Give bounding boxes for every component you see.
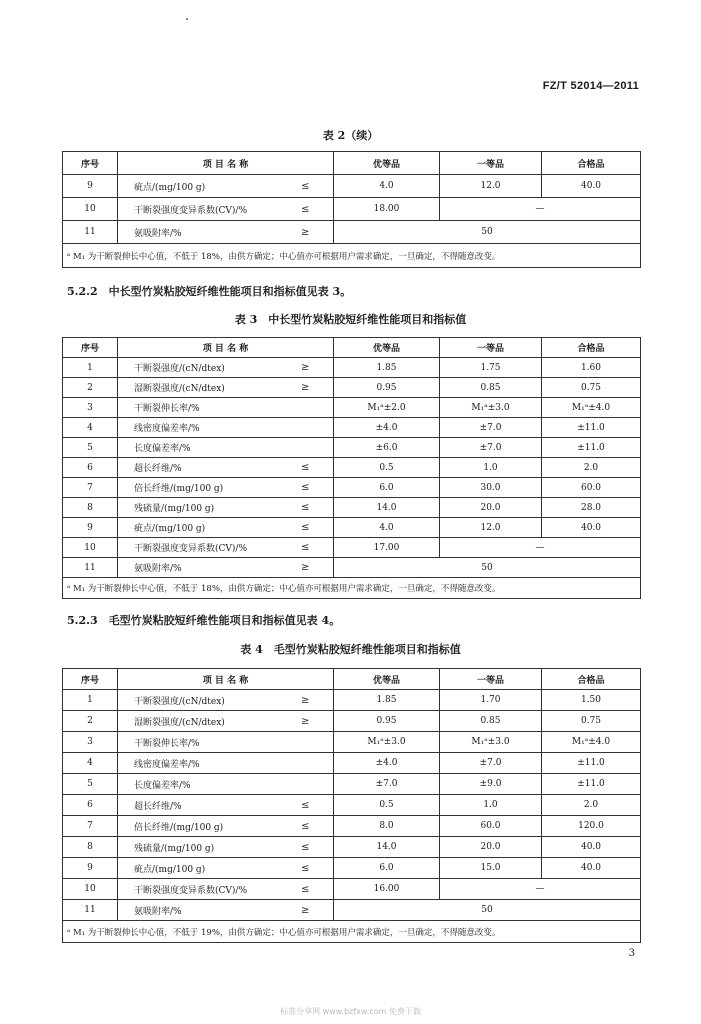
value-first-grade: 20.0 [440, 498, 542, 518]
value-qualified: 1.50 [542, 690, 641, 711]
row-number: 11 [63, 900, 118, 921]
value-qualified: 120.0 [542, 816, 641, 837]
value-premium: M₁ᵃ±2.0 [334, 398, 440, 418]
row-number: 2 [63, 378, 118, 398]
table-row [63, 900, 641, 921]
value-first-grade: 15.0 [440, 858, 542, 879]
table-header-row [63, 152, 641, 175]
table-row [63, 438, 641, 458]
column-header: 优等品 [334, 669, 440, 690]
value-first-grade: ±7.0 [440, 418, 542, 438]
value-premium: 4.0 [334, 175, 440, 198]
watermark: 标准分享网 www.bzfxw.com 免费下载 [280, 1007, 421, 1016]
comparison-symbol: ≥ [278, 690, 334, 711]
comparison-symbol: ≤ [278, 538, 334, 558]
value-first-grade: 1.0 [440, 795, 542, 816]
row-number: 6 [63, 458, 118, 478]
item-name: 氨吸附率/% [118, 558, 278, 578]
item-name: 干断裂强度变异系数(CV)/% [118, 538, 278, 558]
comparison-symbol: ≤ [278, 198, 334, 221]
row-number: 8 [63, 498, 118, 518]
table-row [63, 458, 641, 478]
value-qualified: ±11.0 [542, 774, 641, 795]
row-number: 4 [63, 753, 118, 774]
value-qualified: ±11.0 [542, 418, 641, 438]
column-header: 一等品 [440, 338, 542, 358]
page-number: 3 [628, 948, 635, 959]
column-header: 序号 [63, 669, 118, 690]
item-name: 疵点/(mg/100 g) [118, 175, 278, 198]
item-name: 干断裂强度/(cN/dtex) [118, 690, 278, 711]
table-row [63, 175, 641, 198]
value-premium: 4.0 [334, 518, 440, 538]
table-header-row [63, 669, 641, 690]
table-row [63, 518, 641, 538]
row-number: 3 [63, 398, 118, 418]
item-name: 残硫量/(mg/100 g) [118, 837, 278, 858]
value-qualified: 40.0 [542, 518, 641, 538]
comparison-symbol: ≤ [278, 175, 334, 198]
value-qualified: 2.0 [542, 458, 641, 478]
value-premium: 0.5 [334, 795, 440, 816]
value-qualified: 40.0 [542, 837, 641, 858]
value-premium: 1.85 [334, 690, 440, 711]
table4-caption: 表 4 毛型竹炭粘胶短纤维性能项目和指标值 [240, 643, 461, 656]
table-row [63, 816, 641, 837]
value-first-grade: M₁ᵃ±3.0 [440, 732, 542, 753]
item-name: 疵点/(mg/100 g) [118, 858, 278, 879]
comparison-symbol: ≥ [278, 900, 334, 921]
comparison-symbol: ≥ [278, 711, 334, 732]
comparison-symbol [278, 732, 334, 753]
table-note-row [63, 578, 641, 599]
value-first-grade: ±7.0 [440, 438, 542, 458]
value-premium: ±4.0 [334, 753, 440, 774]
item-name: 超长纤维/% [118, 458, 278, 478]
item-name: 残硫量/(mg/100 g) [118, 498, 278, 518]
row-number: 10 [63, 198, 118, 221]
table-row [63, 358, 641, 378]
row-number: 5 [63, 774, 118, 795]
table-row [63, 732, 641, 753]
comparison-symbol: ≥ [278, 558, 334, 578]
table-row [63, 198, 641, 221]
row-number: 8 [63, 837, 118, 858]
table-note-row [63, 244, 641, 268]
value-qualified: M₁ᵃ±4.0 [542, 732, 641, 753]
value-qualified: 0.75 [542, 711, 641, 732]
value-first-grade: 0.85 [440, 711, 542, 732]
table2-caption: 表 2（续） [322, 129, 379, 142]
table-row [63, 558, 641, 578]
table-row [63, 498, 641, 518]
value-first-grade: 12.0 [440, 175, 542, 198]
comparison-symbol: ≤ [278, 518, 334, 538]
row-number: 2 [63, 711, 118, 732]
column-header: 项 目 名 称 [118, 152, 334, 175]
item-name: 干断裂伸长率/% [118, 732, 278, 753]
row-number: 9 [63, 518, 118, 538]
value-qualified: 60.0 [542, 478, 641, 498]
row-number: 11 [63, 558, 118, 578]
value-first-grade: 1.70 [440, 690, 542, 711]
value-all-grades: 50 [334, 558, 641, 578]
value-premium: ±7.0 [334, 774, 440, 795]
comparison-symbol [278, 753, 334, 774]
item-name: 干断裂强度变异系数(CV)/% [118, 198, 278, 221]
column-header: 合格品 [542, 152, 641, 175]
comparison-symbol: ≥ [278, 378, 334, 398]
comparison-symbol [278, 438, 334, 458]
item-name: 长度偏差率/% [118, 774, 278, 795]
table-row [63, 538, 641, 558]
value-qualified: 1.60 [542, 358, 641, 378]
value-first-grade: ±9.0 [440, 774, 542, 795]
table-footnote: ᵃ M₁ 为干断裂伸长中心值，不低于 18%，由供方确定；中心值亦可根据用户需求确定，一旦确定，不得随意改变。 [63, 244, 641, 268]
table-row [63, 774, 641, 795]
comparison-symbol: ≤ [278, 795, 334, 816]
value-first-grade: ±7.0 [440, 753, 542, 774]
value-first-grade: 20.0 [440, 837, 542, 858]
column-header: 一等品 [440, 152, 542, 175]
column-header: 合格品 [542, 669, 641, 690]
table-row [63, 221, 641, 244]
comparison-symbol: ≤ [278, 498, 334, 518]
value-all-grades: 50 [334, 221, 641, 244]
column-header: 合格品 [542, 338, 641, 358]
value-premium: 8.0 [334, 816, 440, 837]
row-number: 1 [63, 358, 118, 378]
item-name: 氨吸附率/% [118, 900, 278, 921]
value-premium: 18.00 [334, 198, 440, 221]
value-first-and-qualified: — [440, 879, 641, 900]
row-number: 9 [63, 858, 118, 879]
value-qualified: 40.0 [542, 175, 641, 198]
table-footnote: ᵃ M₁ 为干断裂伸长中心值，不低于 19%，由供方确定；中心值亦可根据用户需求确定，一旦确定，不得随意改变。 [63, 921, 641, 943]
comparison-symbol: ≥ [278, 358, 334, 378]
value-premium: 6.0 [334, 858, 440, 879]
value-premium: 16.00 [334, 879, 440, 900]
column-header: 项 目 名 称 [118, 669, 334, 690]
column-header: 序号 [63, 338, 118, 358]
value-first-grade: 0.85 [440, 378, 542, 398]
row-number: 1 [63, 690, 118, 711]
value-premium: M₁ᵃ±3.0 [334, 732, 440, 753]
item-name: 疵点/(mg/100 g) [118, 518, 278, 538]
item-name: 倍长纤维/(mg/100 g) [118, 478, 278, 498]
value-all-grades: 50 [334, 900, 641, 921]
row-number: 9 [63, 175, 118, 198]
value-premium: 0.5 [334, 458, 440, 478]
value-first-and-qualified: — [440, 538, 641, 558]
table-header-row [63, 338, 641, 358]
value-first-grade: 30.0 [440, 478, 542, 498]
table-footnote: ᵃ M₁ 为干断裂伸长中心值，不低于 18%，由供方确定；中心值亦可根据用户需求确定，一旦确定，不得随意改变。 [63, 578, 641, 599]
value-qualified: 40.0 [542, 858, 641, 879]
comparison-symbol: ≤ [278, 837, 334, 858]
value-qualified: M₁ᵃ±4.0 [542, 398, 641, 418]
table-row [63, 478, 641, 498]
item-name: 干断裂强度/(cN/dtex) [118, 358, 278, 378]
value-premium: 0.95 [334, 378, 440, 398]
comparison-symbol: ≤ [278, 858, 334, 879]
comparison-symbol: ≤ [278, 816, 334, 837]
value-qualified: 0.75 [542, 378, 641, 398]
comparison-symbol [278, 774, 334, 795]
comparison-symbol [278, 418, 334, 438]
value-premium: ±6.0 [334, 438, 440, 458]
row-number: 10 [63, 879, 118, 900]
comparison-symbol [278, 398, 334, 418]
column-header: 项 目 名 称 [118, 338, 334, 358]
table-row [63, 398, 641, 418]
value-first-grade: 60.0 [440, 816, 542, 837]
table-row [63, 711, 641, 732]
scan-dot [186, 18, 188, 20]
value-first-grade: 1.0 [440, 458, 542, 478]
item-name: 线密度偏差率/% [118, 418, 278, 438]
item-name: 超长纤维/% [118, 795, 278, 816]
row-number: 3 [63, 732, 118, 753]
row-number: 5 [63, 438, 118, 458]
item-name: 线密度偏差率/% [118, 753, 278, 774]
table-row [63, 753, 641, 774]
value-qualified: 2.0 [542, 795, 641, 816]
table-row [63, 690, 641, 711]
item-name: 湿断裂强度/(cN/dtex) [118, 378, 278, 398]
item-name: 氨吸附率/% [118, 221, 278, 244]
value-first-grade: 1.75 [440, 358, 542, 378]
row-number: 4 [63, 418, 118, 438]
value-premium: ±4.0 [334, 418, 440, 438]
value-premium: 14.0 [334, 837, 440, 858]
column-header: 优等品 [334, 338, 440, 358]
section-5-2-2: 5.2.2 中长型竹炭粘胶短纤维性能项目和指标值见表 3。 [67, 285, 352, 298]
table3-caption: 表 3 中长型竹炭粘胶短纤维性能项目和指标值 [234, 313, 467, 326]
value-premium: 0.95 [334, 711, 440, 732]
table4 [62, 668, 641, 943]
value-qualified: ±11.0 [542, 753, 641, 774]
table-row [63, 837, 641, 858]
column-header: 序号 [63, 152, 118, 175]
comparison-symbol: ≥ [278, 221, 334, 244]
table-row [63, 378, 641, 398]
table2 [62, 151, 641, 268]
table-note-row [63, 921, 641, 943]
item-name: 倍长纤维/(mg/100 g) [118, 816, 278, 837]
row-number: 11 [63, 221, 118, 244]
value-first-and-qualified: — [440, 198, 641, 221]
value-first-grade: M₁ᵃ±3.0 [440, 398, 542, 418]
value-qualified: 28.0 [542, 498, 641, 518]
value-premium: 14.0 [334, 498, 440, 518]
value-premium: 6.0 [334, 478, 440, 498]
column-header: 优等品 [334, 152, 440, 175]
value-first-grade: 12.0 [440, 518, 542, 538]
row-number: 10 [63, 538, 118, 558]
table3 [62, 337, 641, 599]
value-premium: 1.85 [334, 358, 440, 378]
standard-code: FZ/T 52014—2011 [542, 80, 639, 92]
item-name: 干断裂伸长率/% [118, 398, 278, 418]
table-row [63, 858, 641, 879]
row-number: 6 [63, 795, 118, 816]
table-row [63, 879, 641, 900]
item-name: 干断裂强度变异系数(CV)/% [118, 879, 278, 900]
comparison-symbol: ≤ [278, 478, 334, 498]
value-premium: 17.00 [334, 538, 440, 558]
comparison-symbol: ≤ [278, 879, 334, 900]
item-name: 湿断裂强度/(cN/dtex) [118, 711, 278, 732]
row-number: 7 [63, 816, 118, 837]
column-header: 一等品 [440, 669, 542, 690]
section-5-2-3: 5.2.3 毛型竹炭粘胶短纤维性能项目和指标值见表 4。 [67, 614, 341, 627]
row-number: 7 [63, 478, 118, 498]
comparison-symbol: ≤ [278, 458, 334, 478]
value-qualified: ±11.0 [542, 438, 641, 458]
table-row [63, 795, 641, 816]
table-row [63, 418, 641, 438]
item-name: 长度偏差率/% [118, 438, 278, 458]
